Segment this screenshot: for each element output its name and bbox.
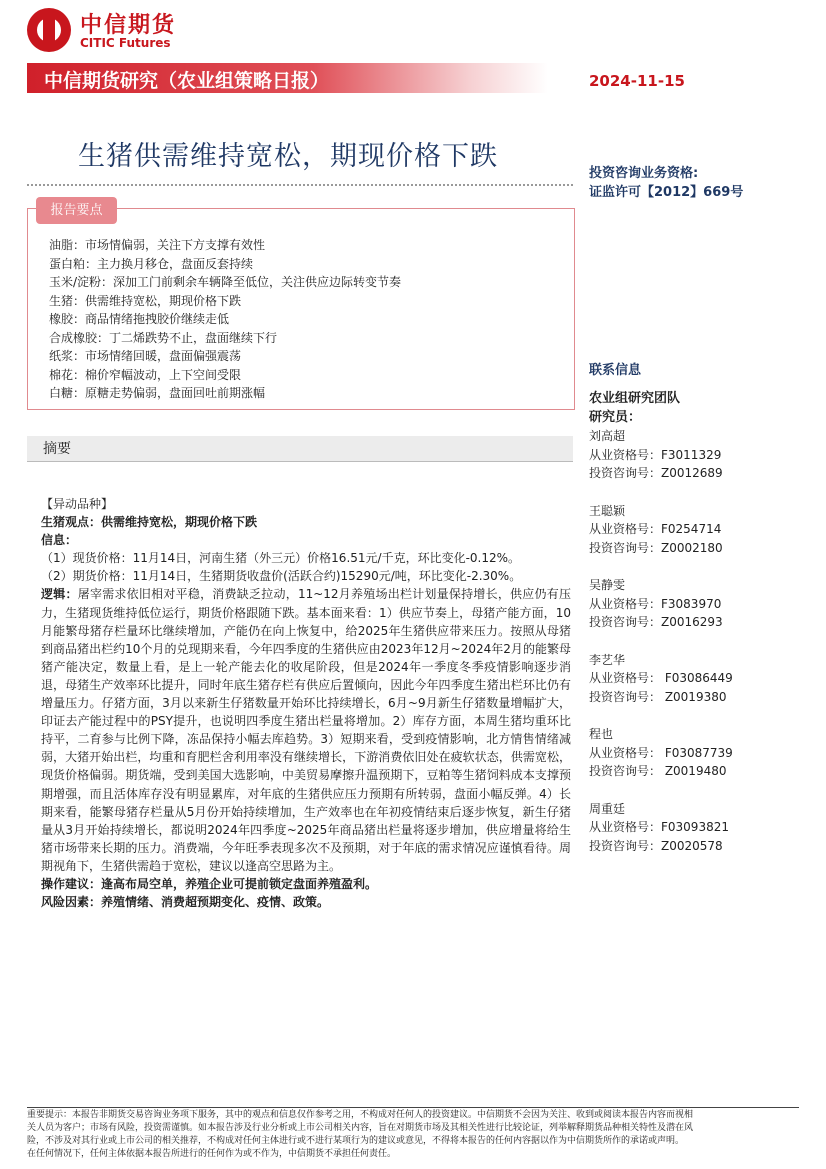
risk-text: 养殖情绪、消费超预期变化、疫情、政策。 — [101, 895, 330, 910]
analyst-name: 刘高超 — [589, 429, 626, 443]
analyst-card — [589, 576, 733, 632]
analyst-license: 从业资格号：F3011329 — [589, 447, 722, 462]
qualification-label: 投资咨询业务资格: — [589, 166, 699, 181]
risk-line — [41, 893, 571, 911]
team-name: 农业组研究团队 — [589, 391, 681, 406]
key-point-item: 棉花：棉价窄幅波动，上下空间受限 — [49, 367, 242, 382]
operation-line — [41, 875, 571, 893]
disclaimer-line: 重要提示：本报告非期货交易咨询业务项下服务，其中的观点和信息仅作参考之用，不构成对任何人的投资建议。中信期货不会因为关注、收到或阅读本报告内容而视相 — [27, 1110, 694, 1120]
title-divider — [27, 184, 573, 186]
key-point-item: 白糖：原糖走势偏弱，盘面回吐前期涨幅 — [49, 386, 266, 400]
analyst-name: 吴静雯 — [589, 578, 626, 592]
info-futures-price: （2）期货价格：11月14日，生猪期货收盘价(活跃合约)15290元/吨，环比变化-2.30%。 — [41, 569, 522, 584]
key-point-item: 生猪：供需维持宽松，期现价格下跌 — [49, 293, 242, 308]
key-point-item: 合成橡胶：丁二烯跌势不止，盘面继续下行 — [49, 330, 278, 345]
abstract-heading: 摘要 — [43, 441, 71, 457]
analyst-license: 从业资格号：F0254714 — [589, 522, 722, 536]
disclaimer-line: 险，不涉及对其行业或上市公司的相关推荐，不构成对任何主体进行或不进行某项行为的建议或意见，不得将本报告的任何内容据以作为中信期货所作的承诺或声明。 — [27, 1136, 685, 1146]
disclaimer-line: 关人员为客户；市场有风险，投资需谨慎。如本报告涉及行业分析或上市公司相关内容，旨在对期货市场及其相关性进行比较论证，列举解释期货品种相关特性及潜在风 — [27, 1123, 694, 1133]
logic-label: 逻辑： — [41, 587, 78, 602]
risk-label: 风险因素： — [41, 895, 102, 910]
report-date: 2024-11-15 — [589, 72, 685, 90]
logo-chinese-name: 中信期货 — [80, 13, 177, 38]
analyst-consult-id: 投资咨询号：Z0020578 — [589, 838, 723, 853]
researchers-label: 研究员： — [589, 410, 642, 425]
abstract-header-bar — [27, 436, 573, 461]
logic-text: 屠宰需求依旧相对平稳，消费缺乏拉动，11~12月养殖场出栏计划量保持增长，供应仍有压力，生猪现货维持低位运行，期货价格跟随下跌。基本面来看：1）供应节奏上，母猪产能方面，10月能繁母猪存栏量环比继续增加，产能仍在向上恢复中，给2025年生猪供应带来压力。按照从母猪到商品猪出栏约10个月的兑现期来看，今年四季度的生猪供应由2023年12月~2024年2月的能繁母猪产能决定，数量上看，是上一轮产能去化的收尾阶段，但是2024年一季度冬季疫情影响逐步消退，母猪生产效率环比提升，同时年底生猪存栏有供应后置倾向，因此今年四季度生猪出栏环比仍有增量压力。仔猪方面，3月以来新生仔猪数量开始环比持续增长，6月~9月新生仔猪数量增幅扩大，印证去产能过程中的PSY提升，也说明四季度生猪出栏量将增加。2）库存方面，本周生猪均重环比持平，二育参与比例下降，冻品保持小幅去库趋势。3）短期来看，受到疫情影响，北方情售情绪减弱，大猪开始出栏，均重和育肥栏舍利用率没有继续增长，下游消费依旧处在疲软状态，供需宽松，现货价格偏弱。期货端，受到美国大选影响，中美贸易摩擦升温预期下，豆粕等生猪饲料成本支撑预期增强，而且活体库存没有明显累库，对年底的生猪供应压力预期有所转弱，盘面小幅反弹。4）长期来看，能繁母猪存栏量从5月份开始持续增加，生产效率也在年初疫情结束后逐步恢复，新生仔猪量从3月开始持续增长，都说明2024年四季度~2025年商品猪出栏量将逐步增加，供应增量将给生猪市场带来长期的压力。消费端，今年旺季表现多次不及预期，对于年底的需求情况应谨慎看待。周期视角下，生猪供需趋于宽松，建议以逢高空思路为主。 — [41, 587, 571, 873]
abstract-body — [41, 495, 571, 911]
info-spot-price: （1）现货价格：11月14日，河南生猪（外三元）价格16.51元/千克，环比变化-0.12%。 — [41, 551, 521, 566]
analyst-name: 程也 — [589, 727, 614, 741]
analyst-license: 从业资格号： F03087739 — [589, 745, 733, 760]
key-point-item: 纸浆：市场情绪回暖，盘面偏强震荡 — [49, 349, 242, 363]
citic-logo-icon — [27, 8, 71, 52]
key-points-list — [49, 236, 401, 403]
analyst-consult-id: 投资咨询号：Z0012689 — [589, 466, 723, 480]
analyst-consult-id: 投资咨询号： Z0019380 — [589, 689, 727, 704]
analyst-consult-id: 投资咨询号：Z0002180 — [589, 540, 723, 555]
analyst-consult-id: 投资咨询号：Z0016293 — [589, 615, 723, 629]
contact-sidebar — [589, 361, 733, 855]
abstract-divider — [27, 461, 573, 462]
analyst-name: 周重廷 — [589, 801, 626, 816]
disclaimer-line: 在任何情况下，任何主体依据本报告所进行的任何作为或不作为，中信期货不承担任何责任。 — [27, 1149, 397, 1159]
analyst-consult-id: 投资咨询号： Z0019480 — [589, 764, 727, 778]
page-title: 生猪供需维持宽松，期现价格下跌 — [78, 141, 498, 172]
contact-heading: 联系信息 — [589, 363, 642, 378]
report-series-title: 中信期货研究（农业组策略日报） — [44, 70, 330, 92]
disclaimer — [27, 1109, 799, 1161]
analyst-license: 从业资格号：F3083970 — [589, 596, 722, 611]
footer-divider — [27, 1107, 799, 1108]
key-point-item: 油脂：市场情偏弱，关注下方支撑有效性 — [49, 238, 266, 252]
analyst-card — [589, 427, 733, 483]
logo-english-name: CITIC Futures — [80, 36, 171, 50]
analyst-name: 王聪颖 — [589, 503, 626, 518]
analyst-card — [589, 502, 733, 558]
analyst-license: 从业资格号： F03086449 — [589, 671, 733, 685]
analyst-card — [589, 725, 733, 781]
analyst-card — [589, 651, 733, 707]
section-label: 【异动品种】 — [41, 497, 114, 511]
key-point-item: 蛋白粕：主力换月移仓，盘面反套持续 — [49, 256, 254, 271]
qualification-license: 证监许可【2012】669号 — [589, 185, 744, 200]
view-line — [41, 513, 571, 531]
key-points-tab: 报告要点 — [36, 197, 117, 224]
analyst-name: 李艺华 — [589, 652, 626, 667]
key-point-item: 玉米/淀粉：深加工门前剩余车辆降至低位，关注供应边际转变节奏 — [49, 275, 402, 289]
operation-text: 逢高布局空单，养殖企业可提前锁定盘面养殖盈利。 — [101, 876, 378, 891]
analyst-license: 从业资格号：F03093821 — [589, 820, 729, 834]
operation-label: 操作建议： — [41, 876, 102, 891]
view-label: 生猪观点： — [41, 515, 102, 530]
view-text: 供需维持宽松，期现价格下跌 — [101, 515, 258, 530]
logic-paragraph — [41, 585, 571, 875]
key-point-item: 橡胶：商品情绪拖拽胶价继续走低 — [49, 312, 230, 326]
analyst-card — [589, 800, 733, 856]
info-label: 信息： — [41, 533, 78, 548]
